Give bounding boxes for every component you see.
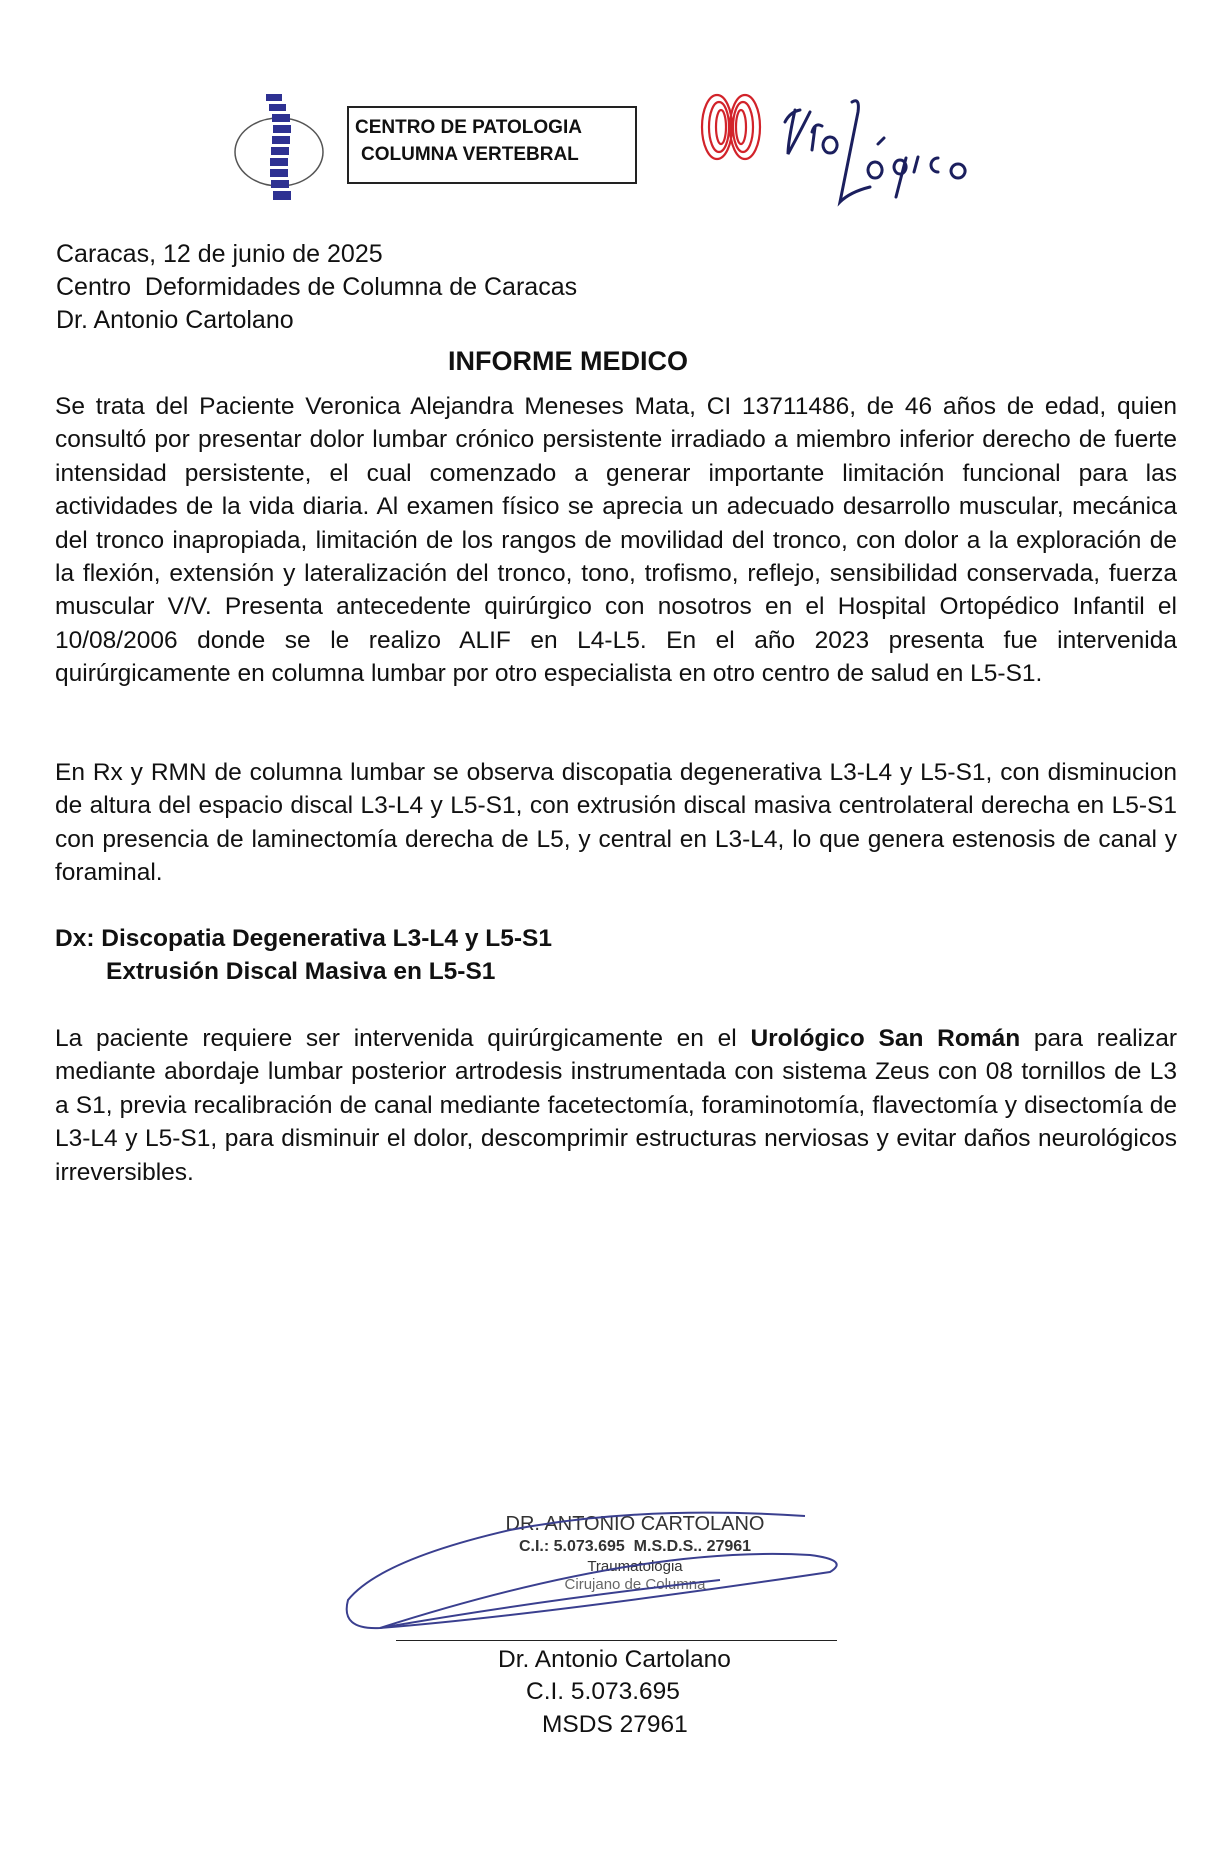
- spine-logo-graphic: [232, 90, 332, 212]
- stamp-name: DR. ANTONIO CARTOLANO: [505, 1513, 765, 1535]
- paragraph-imaging: En Rx y RMN de columna lumbar se observa discopatia degenerativa L3-L4 y L5-S1, con disminucion de altura del espacio discal L3-L4 y L5-S1, con extrusión discal masiva centrolateral derecha en L5-S1 con presencia de laminectomía derecha de L5, y central en L3-L4, lo que genera estenosis de canal y foraminal.: [55, 759, 1177, 887]
- letter-header: [56, 238, 577, 337]
- center-logo-box: [347, 106, 637, 184]
- plan-hospital-name: Urológico San Román: [750, 1025, 1021, 1052]
- date-line: Caracas, 12 de junio de 2025: [56, 240, 383, 268]
- spine-logo: [232, 90, 332, 212]
- paragraph-plan: [55, 1022, 1177, 1189]
- plan-text-2: para realizar mediante abordaje lumbar posterior artrodesis instrumentada con sistema Zeus con 08 tornillos de L3 a S1, previa recalibración de canal mediante facetectomía, foraminotomía, flavectomía y disectomía de L3-L4 y L5-S1, para disminuir el dolor, descomprimir estructuras nerviosas y evitar daños neurológicos irreversibles.: [55, 1025, 1177, 1186]
- center-line: Centro Deformidades de Columna de Caracas: [56, 273, 578, 301]
- urologico-logo: [700, 92, 980, 217]
- signature-line: [396, 1640, 837, 1641]
- diagnosis-line-1: Dx: Discopatia Degenerativa L3-L4 y L5-S1: [55, 925, 552, 952]
- diagnosis: [55, 922, 552, 989]
- stamp-ids: C.I.: 5.073.695 M.S.D.S.. 27961: [518, 1538, 752, 1555]
- stamp-specialty-1: Traumatologia: [587, 1558, 683, 1575]
- diagnosis-line-2: Extrusión Discal Masiva en L5-S1: [106, 958, 496, 986]
- signature-name: Dr. Antonio Cartolano: [498, 1646, 731, 1673]
- plan-text-1: La paciente requiere ser intervenida quirúrgicamente en el: [55, 1025, 751, 1052]
- urologico-logo-graphic: [700, 92, 980, 217]
- center-logo-line-1: CENTRO DE PATOLOGIA: [355, 117, 582, 138]
- document-title: INFORME MEDICO: [448, 346, 688, 376]
- stamp-specialty-2: Cirujano de Columna: [564, 1576, 706, 1593]
- handwritten-signature: [340, 1500, 850, 1640]
- paragraph-history: Se trata del Paciente Veronica Alejandra Meneses Mata, CI 13711486, de 46 años de edad, quien consultó por presentar dolor lumbar crónico persistente irradiado a miembro inferior derecho de fuerte intensidad persistente, el cual comenzado a generar importante limitación funcional para las actividades de la vida diaria. Al examen físico se aprecia un adecuado desarrollo muscular, mecánica del tronco inapropiada, limitación de los rangos de movilidad del tronco, con dolor a la exploración de la flexión, extensión y lateralización del tronco, tono, trofismo, reflejo, sensibilidad conservada, fuerza muscular V/V. Presenta antecedente quirúrgico con nosotros en el Hospital Ortopédico Infantil el 10/08/2006 donde se le realizo ALIF en L4-L5. En el año 2023 presenta fue intervenida quirúrgicamente en columna lumbar por otro especialista en otro centro de salud en L5-S1.: [55, 393, 1177, 688]
- center-logo-line-2: COLUMNA VERTEBRAL: [361, 144, 579, 165]
- signature-ci: C.I. 5.073.695: [526, 1678, 680, 1705]
- doctor-line: Dr. Antonio Cartolano: [56, 306, 294, 334]
- signature-msds: MSDS 27961: [542, 1711, 688, 1738]
